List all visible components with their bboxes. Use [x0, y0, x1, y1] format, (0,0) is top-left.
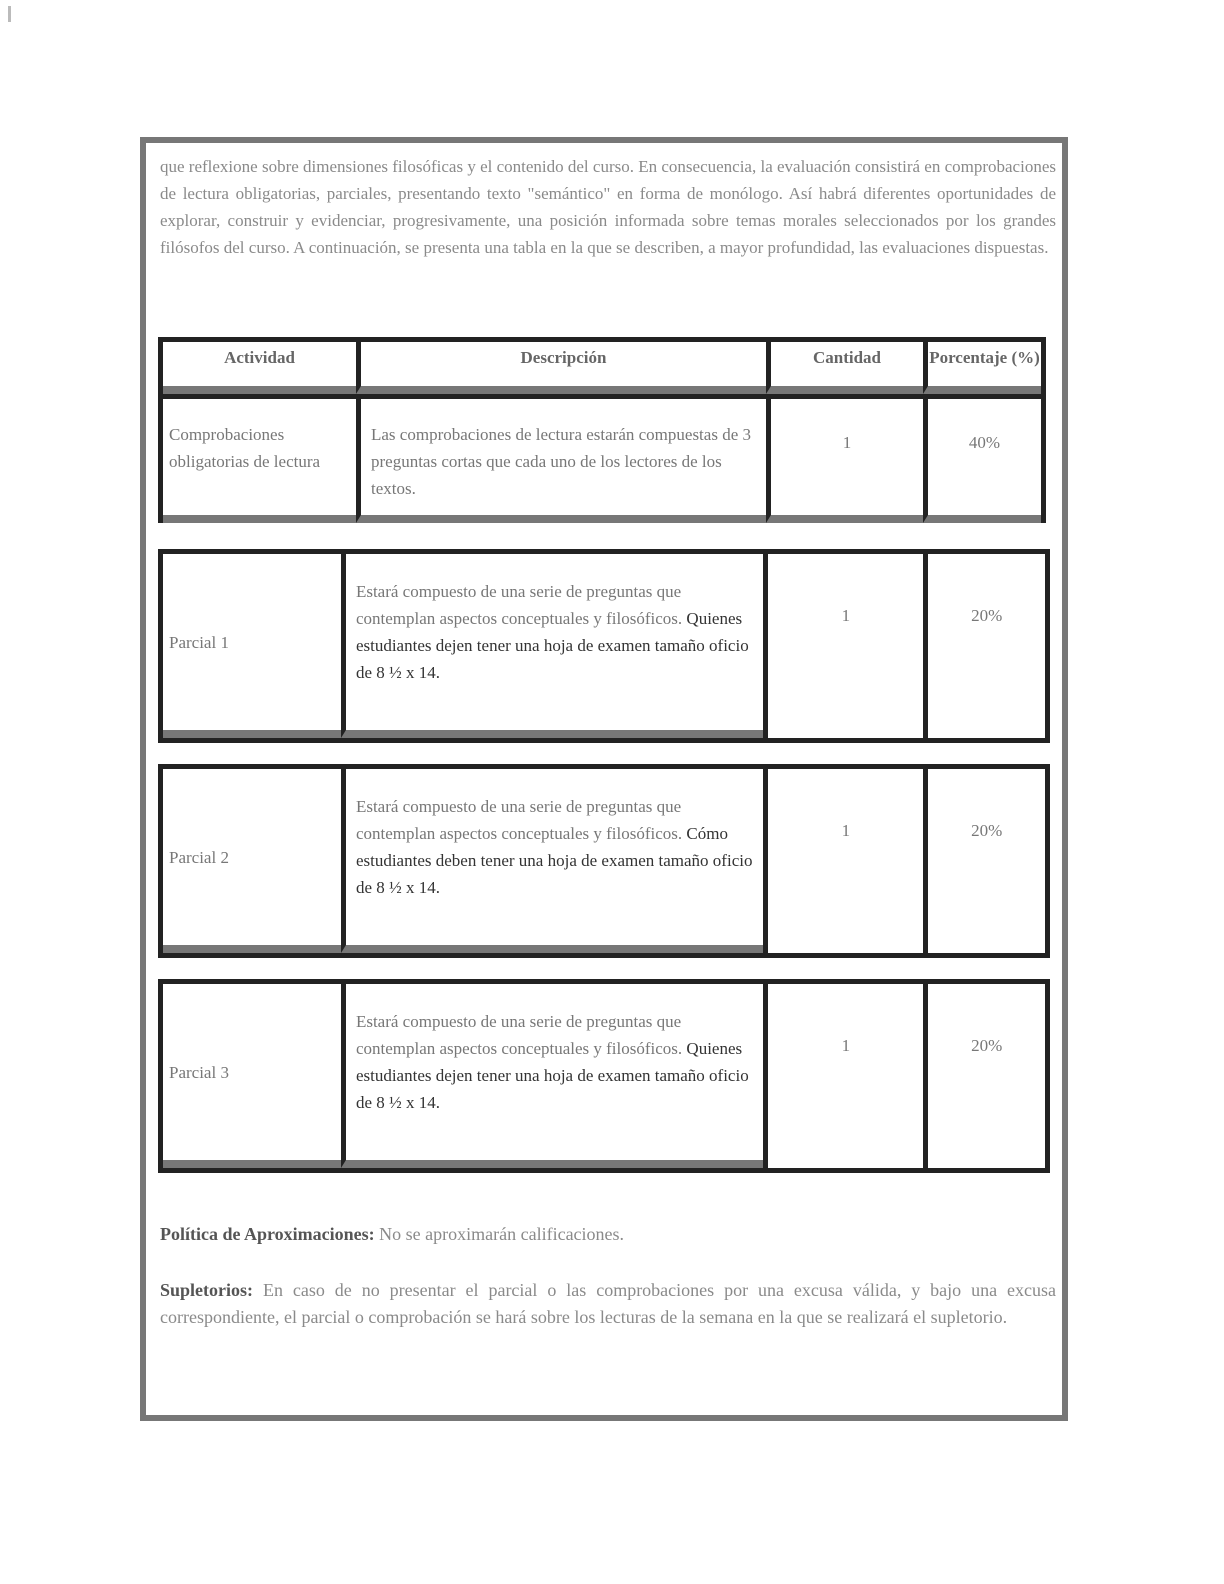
table-row: [163, 394, 1041, 523]
description-text: Estará compuesto de una serie de preguntas que contemplan aspectos conceptuales y filosóficos.: [355, 582, 683, 628]
table-header-row: [163, 342, 1041, 394]
description-text: Las comprobaciones de lectura estarán compuestas de 3 preguntas cortas que cada uno de los lectores de los textos.: [371, 425, 751, 498]
header-actividad: Actividad: [163, 342, 356, 394]
intro-paragraph: que reflexione sobre dimensiones filosóficas y el contenido del curso. En consecuencia, la evaluación consistirá en comprobaciones de lectura obligatorias, parciales, presentando texto "semántico" en forma de monólogo. Así habrá diferentes oportunidades de explorar, construir y evidenciar, progresivamente, una posición informada sobre temas morales seleccionados por los grandes filósofos del curso. A continuación, se presenta una tabla en la que se describen, a mayor profundidad, las evaluaciones dispuestas.: [160, 157, 1056, 257]
table-row: [163, 554, 1045, 738]
row-porcentaje: 20%: [923, 554, 1045, 738]
row-descripcion: [356, 399, 766, 523]
description-emphasis: Cómo estudiantes deben tener una hoja de examen tamaño oficio de 8 ½ x 14.: [355, 824, 753, 897]
document-page: [140, 137, 1068, 1421]
evaluation-table-row-2: [158, 549, 1050, 743]
evaluation-table-row-3: [158, 764, 1050, 958]
table-row: [163, 769, 1045, 953]
row-descripcion: [341, 984, 763, 1168]
rounding-policy-label: Política de Aproximaciones:: [160, 1224, 375, 1244]
row-porcentaje: 20%: [923, 769, 1045, 953]
description-emphasis: Quienes estudiantes dejen tener una hoja de examen tamaño oficio de 8 ½ x 14.: [355, 609, 749, 682]
row-actividad: Parcial 3: [163, 984, 341, 1168]
row-actividad: Parcial 1: [163, 554, 341, 738]
row-porcentaje: 20%: [923, 984, 1045, 1168]
description-text: Estará compuesto de una serie de preguntas que contemplan aspectos conceptuales y filosóficos.: [355, 1012, 683, 1058]
rounding-policy-text: No se aproximarán calificaciones.: [374, 1224, 625, 1244]
supletorio-policy: [160, 1277, 1056, 1331]
header-porcentaje: Porcentaje (%): [923, 342, 1041, 394]
row-actividad: Parcial 2: [163, 769, 341, 953]
row-porcentaje: 40%: [923, 399, 1041, 523]
row-descripcion: [341, 769, 763, 953]
row-cantidad: 1: [763, 554, 923, 738]
header-descripcion: Descripción: [356, 342, 766, 394]
row-cantidad: 1: [766, 399, 923, 523]
evaluation-table-top: [158, 337, 1046, 523]
table-row: [163, 984, 1045, 1168]
supletorio-policy-text: En caso de no presentar el parcial o las comprobaciones por una excusa válida, y bajo una excusa correspondiente, el parcial o comprobación se hará sobre los lecturas de la semana en la que se realizará el supletorio.: [160, 1280, 1056, 1327]
supletorio-policy-label: Supletorios:: [160, 1280, 254, 1300]
header-cantidad: Cantidad: [766, 342, 923, 394]
description-text: Estará compuesto de una serie de preguntas que contemplan aspectos conceptuales y filosóficos.: [355, 797, 683, 843]
rounding-policy: [160, 1221, 1056, 1248]
row-cantidad: 1: [763, 984, 923, 1168]
corner-mark: [8, 6, 11, 22]
row-actividad: Comprobaciones obligatorias de lectura: [163, 399, 356, 523]
description-emphasis: Quienes estudiantes dejen tener una hoja de examen tamaño oficio de 8 ½ x 14.: [355, 1039, 749, 1112]
row-descripcion: [341, 554, 763, 738]
row-cantidad: 1: [763, 769, 923, 953]
evaluation-table-row-4: [158, 979, 1050, 1173]
